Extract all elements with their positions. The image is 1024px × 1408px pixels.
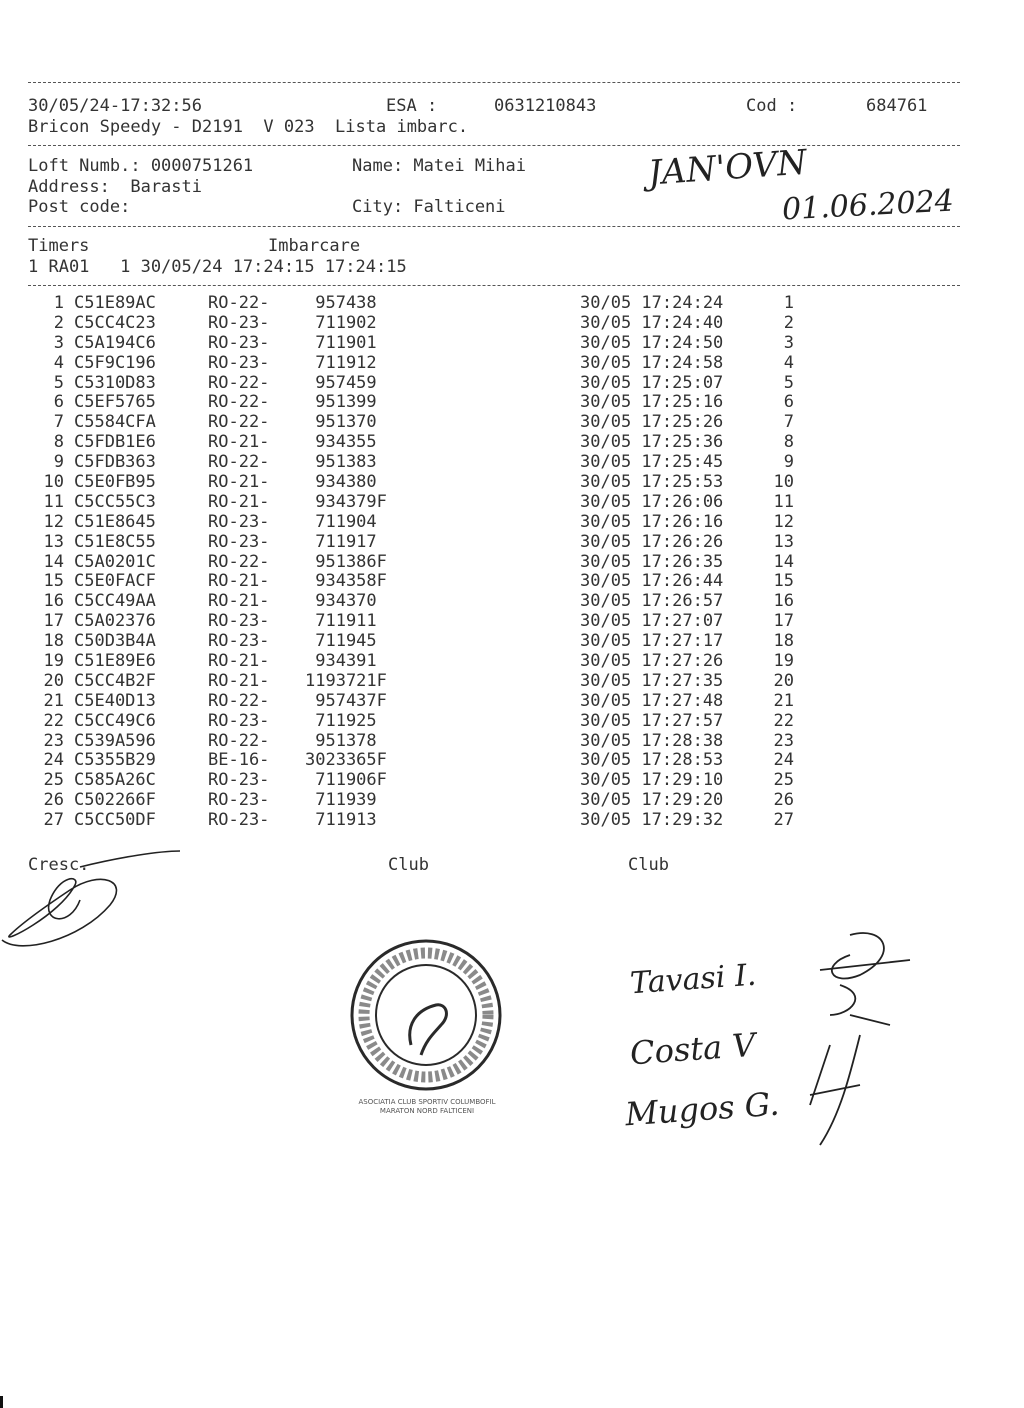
- ring-number: 711901: [305, 332, 377, 353]
- row-number: 8: [53, 432, 64, 453]
- row-number: 23: [43, 730, 64, 751]
- chip-code: C51E8C55: [74, 531, 156, 552]
- ring-number: 711902: [305, 312, 377, 333]
- ring-prefix: RO-21-: [208, 670, 270, 691]
- ring-prefix: RO-22-: [208, 730, 270, 751]
- order-number: 17: [773, 611, 794, 632]
- basket-time: 30/05 17:24:24: [580, 293, 724, 313]
- row-number: 5: [53, 372, 64, 393]
- ring-prefix: RO-21-: [208, 571, 270, 592]
- ring-number: 1193721F: [305, 670, 387, 691]
- row-number: 25: [43, 770, 64, 791]
- ring-number: 934355: [305, 432, 377, 453]
- chip-code: C5EF5765: [74, 392, 156, 413]
- chip-code: C51E89AC: [74, 293, 156, 313]
- basket-time: 30/05 17:25:16: [580, 392, 724, 413]
- row-number: 12: [43, 511, 64, 532]
- order-number: 3: [783, 332, 794, 353]
- basket-time: 30/05 17:24:58: [580, 352, 724, 373]
- ring-prefix: RO-22-: [208, 293, 270, 313]
- handwritten-signature: JAN'OVN: [646, 142, 809, 194]
- chip-code: C5A02376: [74, 611, 156, 632]
- ring-number: 951383: [305, 452, 377, 473]
- dashed-divider: [28, 226, 960, 227]
- row-number: 18: [43, 631, 64, 652]
- row-number: 21: [43, 690, 64, 711]
- breeder-label: Cresc.: [28, 855, 90, 875]
- timer-line: 1 RA01 1 30/05/24 17:24:15 17:24:15: [28, 257, 407, 277]
- chip-code: C5E0FB95: [74, 472, 156, 493]
- order-number: 10: [773, 472, 794, 493]
- basket-time: 30/05 17:25:36: [580, 432, 724, 453]
- basket-time: 30/05 17:29:32: [580, 810, 724, 831]
- ring-number: 957437F: [305, 690, 387, 711]
- cod-label: Cod :: [746, 96, 798, 116]
- basket-time: 30/05 17:26:26: [580, 531, 724, 552]
- ring-number: 934391: [305, 651, 377, 672]
- chip-code: C5CC49AA: [74, 591, 156, 612]
- basket-time: 30/05 17:28:53: [580, 750, 724, 771]
- address: Address: Barasti: [28, 177, 202, 197]
- row-number: 1: [53, 293, 64, 313]
- order-number: 12: [773, 511, 794, 532]
- esa-value: 0631210843: [494, 96, 597, 116]
- ring-prefix: RO-23-: [208, 312, 270, 333]
- ring-number: 711945: [305, 631, 377, 652]
- basket-time: 30/05 17:27:26: [580, 651, 724, 672]
- ring-prefix: RO-22-: [208, 690, 270, 711]
- chip-code: C5584CFA: [74, 412, 156, 433]
- chip-code: C5355B29: [74, 750, 156, 771]
- basket-time: 30/05 17:29:20: [580, 790, 724, 811]
- basket-time: 30/05 17:24:50: [580, 332, 724, 353]
- timers-label: Timers: [28, 236, 90, 256]
- ring-prefix: RO-23-: [208, 710, 270, 731]
- ring-prefix: RO-23-: [208, 352, 270, 373]
- ring-prefix: RO-23-: [208, 332, 270, 353]
- dashed-divider: [28, 82, 960, 83]
- ring-number: 711911: [305, 611, 377, 632]
- row-number: 20: [43, 670, 64, 691]
- basket-time: 30/05 17:26:35: [580, 551, 724, 572]
- ring-number: 951370: [305, 412, 377, 433]
- ring-prefix: RO-21-: [208, 591, 270, 612]
- ring-number: 934379F: [305, 491, 387, 512]
- club-signature-2: Costa V: [628, 1025, 757, 1073]
- ring-prefix: RO-21-: [208, 491, 270, 512]
- ring-number: 711925: [305, 710, 377, 731]
- row-number: 3: [53, 332, 64, 353]
- order-number: 21: [773, 690, 794, 711]
- city: City: Falticeni: [352, 197, 506, 217]
- club-label-2: Club: [628, 855, 669, 875]
- chip-code: C5F9C196: [74, 352, 156, 373]
- order-number: 7: [783, 412, 794, 433]
- ring-prefix: RO-23-: [208, 770, 270, 791]
- ring-prefix: RO-22-: [208, 452, 270, 473]
- basket-time: 30/05 17:25:45: [580, 452, 724, 473]
- ring-number: 951399: [305, 392, 377, 413]
- order-number: 16: [773, 591, 794, 612]
- order-number: 27: [773, 810, 794, 831]
- order-number: 8: [783, 432, 794, 453]
- ring-number: 957459: [305, 372, 377, 393]
- order-number: 26: [773, 790, 794, 811]
- ring-number: 711912: [305, 352, 377, 373]
- ring-number: 711906F: [305, 770, 387, 791]
- basket-time: 30/05 17:26:57: [580, 591, 724, 612]
- club-signature-1: Tavasi I.: [628, 957, 758, 1002]
- basket-time: 30/05 17:26:44: [580, 571, 724, 592]
- row-number: 19: [43, 651, 64, 672]
- order-number: 2: [783, 312, 794, 333]
- loft-number: Loft Numb.: 0000751261: [28, 156, 254, 176]
- chip-code: C502266F: [74, 790, 156, 811]
- row-number: 14: [43, 551, 64, 572]
- ring-prefix: RO-21-: [208, 651, 270, 672]
- ring-prefix: RO-22-: [208, 551, 270, 572]
- basket-time: 30/05 17:26:06: [580, 491, 724, 512]
- order-number: 24: [773, 750, 794, 771]
- chip-code: C5CC49C6: [74, 710, 156, 731]
- cod-value: 684761: [866, 96, 928, 116]
- club-signature-3: Mugos G.: [623, 1084, 781, 1134]
- dashed-divider: [28, 145, 960, 146]
- basket-time: 30/05 17:27:07: [580, 611, 724, 632]
- ring-prefix: BE-16-: [208, 750, 270, 771]
- order-number: 11: [773, 491, 794, 512]
- dashed-divider: [28, 285, 960, 286]
- order-number: 13: [773, 531, 794, 552]
- row-number: 10: [43, 472, 64, 493]
- basket-time: 30/05 17:25:07: [580, 372, 724, 393]
- print-datetime: 30/05/24-17:32:56: [28, 96, 202, 116]
- ring-number: 3023365F: [305, 750, 387, 771]
- basket-time: 30/05 17:29:10: [580, 770, 724, 791]
- ring-prefix: RO-23-: [208, 631, 270, 652]
- chip-code: C51E89E6: [74, 651, 156, 672]
- basket-time: 30/05 17:28:38: [580, 730, 724, 751]
- basket-time: 30/05 17:27:48: [580, 690, 724, 711]
- ring-prefix: RO-23-: [208, 531, 270, 552]
- ring-number: 711904: [305, 511, 377, 532]
- stamp-text: ASOCIATIA CLUB SPORTIV COLUMBOFIL MARATON NORD FALTICENI: [358, 1098, 496, 1115]
- ring-prefix: RO-21-: [208, 472, 270, 493]
- chip-code: C5FDB1E6: [74, 432, 156, 453]
- order-number: 25: [773, 770, 794, 791]
- handwritten-date: 01.06.2024: [781, 183, 955, 228]
- chip-code: C5CC4B2F: [74, 670, 156, 691]
- ring-prefix: RO-23-: [208, 611, 270, 632]
- order-number: 9: [783, 452, 794, 473]
- ring-number: 711913: [305, 810, 377, 831]
- order-number: 4: [783, 352, 794, 373]
- row-number: 7: [53, 412, 64, 433]
- chip-code: C5A194C6: [74, 332, 156, 353]
- row-number: 15: [43, 571, 64, 592]
- chip-code: C5CC4C23: [74, 312, 156, 333]
- chip-code: C585A26C: [74, 770, 156, 791]
- ring-prefix: RO-22-: [208, 372, 270, 393]
- chip-code: C5CC55C3: [74, 491, 156, 512]
- order-number: 18: [773, 631, 794, 652]
- basket-time: 30/05 17:27:35: [580, 670, 724, 691]
- chip-code: C50D3B4A: [74, 631, 156, 652]
- basket-time: 30/05 17:25:26: [580, 412, 724, 433]
- breeder-signature-graphic: [0, 845, 200, 955]
- ring-number: 951378: [305, 730, 377, 751]
- order-number: 6: [783, 392, 794, 413]
- basket-time: 30/05 17:26:16: [580, 511, 724, 532]
- ring-prefix: RO-23-: [208, 790, 270, 811]
- row-number: 2: [53, 312, 64, 333]
- chip-code: C5FDB363: [74, 452, 156, 473]
- chip-code: C5E0FACF: [74, 571, 156, 592]
- ring-prefix: RO-21-: [208, 432, 270, 453]
- order-number: 15: [773, 571, 794, 592]
- post-code: Post code:: [28, 197, 131, 217]
- ring-number: 711917: [305, 531, 377, 552]
- ring-number: 934380: [305, 472, 377, 493]
- row-number: 9: [53, 452, 64, 473]
- row-number: 4: [53, 352, 64, 373]
- basket-time: 30/05 17:24:40: [580, 312, 724, 333]
- chip-code: C5310D83: [74, 372, 156, 393]
- ring-prefix: RO-22-: [208, 412, 270, 433]
- ring-number: 934358F: [305, 571, 387, 592]
- ring-prefix: RO-22-: [208, 392, 270, 413]
- imbarcare-label: Imbarcare: [268, 236, 361, 256]
- chip-code: C539A596: [74, 730, 156, 751]
- row-number: 6: [53, 392, 64, 413]
- basket-time: 30/05 17:25:53: [580, 472, 724, 493]
- esa-label: ESA :: [386, 96, 438, 116]
- scan-mark: [0, 1396, 3, 1408]
- order-number: 22: [773, 710, 794, 731]
- row-number: 17: [43, 611, 64, 632]
- chip-code: C5A0201C: [74, 551, 156, 572]
- ring-number: 711939: [305, 790, 377, 811]
- ring-number: 951386F: [305, 551, 387, 572]
- order-number: 5: [783, 372, 794, 393]
- chip-code: C5CC50DF: [74, 810, 156, 831]
- club-label-1: Club: [388, 855, 429, 875]
- basket-time: 30/05 17:27:57: [580, 710, 724, 731]
- row-number: 24: [43, 750, 64, 771]
- club-signature-scribble: [790, 925, 920, 1155]
- ring-number: 934370: [305, 591, 377, 612]
- order-number: 19: [773, 651, 794, 672]
- order-number: 14: [773, 551, 794, 572]
- order-number: 20: [773, 670, 794, 691]
- order-number: 23: [773, 730, 794, 751]
- ring-prefix: RO-23-: [208, 810, 270, 831]
- owner-name: Name: Matei Mihai: [352, 156, 526, 176]
- row-number: 11: [43, 491, 64, 512]
- chip-code: C51E8645: [74, 511, 156, 532]
- row-number: 22: [43, 710, 64, 731]
- row-number: 26: [43, 790, 64, 811]
- chip-code: C5E40D13: [74, 690, 156, 711]
- list-title: Bricon Speedy - D2191 V 023 Lista imbarc.: [28, 117, 469, 137]
- row-number: 13: [43, 531, 64, 552]
- club-stamp-graphic: [346, 935, 506, 1095]
- ring-prefix: RO-23-: [208, 511, 270, 532]
- row-number: 27: [43, 810, 64, 831]
- row-number: 16: [43, 591, 64, 612]
- order-number: 1: [783, 293, 794, 313]
- basket-time: 30/05 17:27:17: [580, 631, 724, 652]
- ring-number: 957438: [305, 293, 377, 313]
